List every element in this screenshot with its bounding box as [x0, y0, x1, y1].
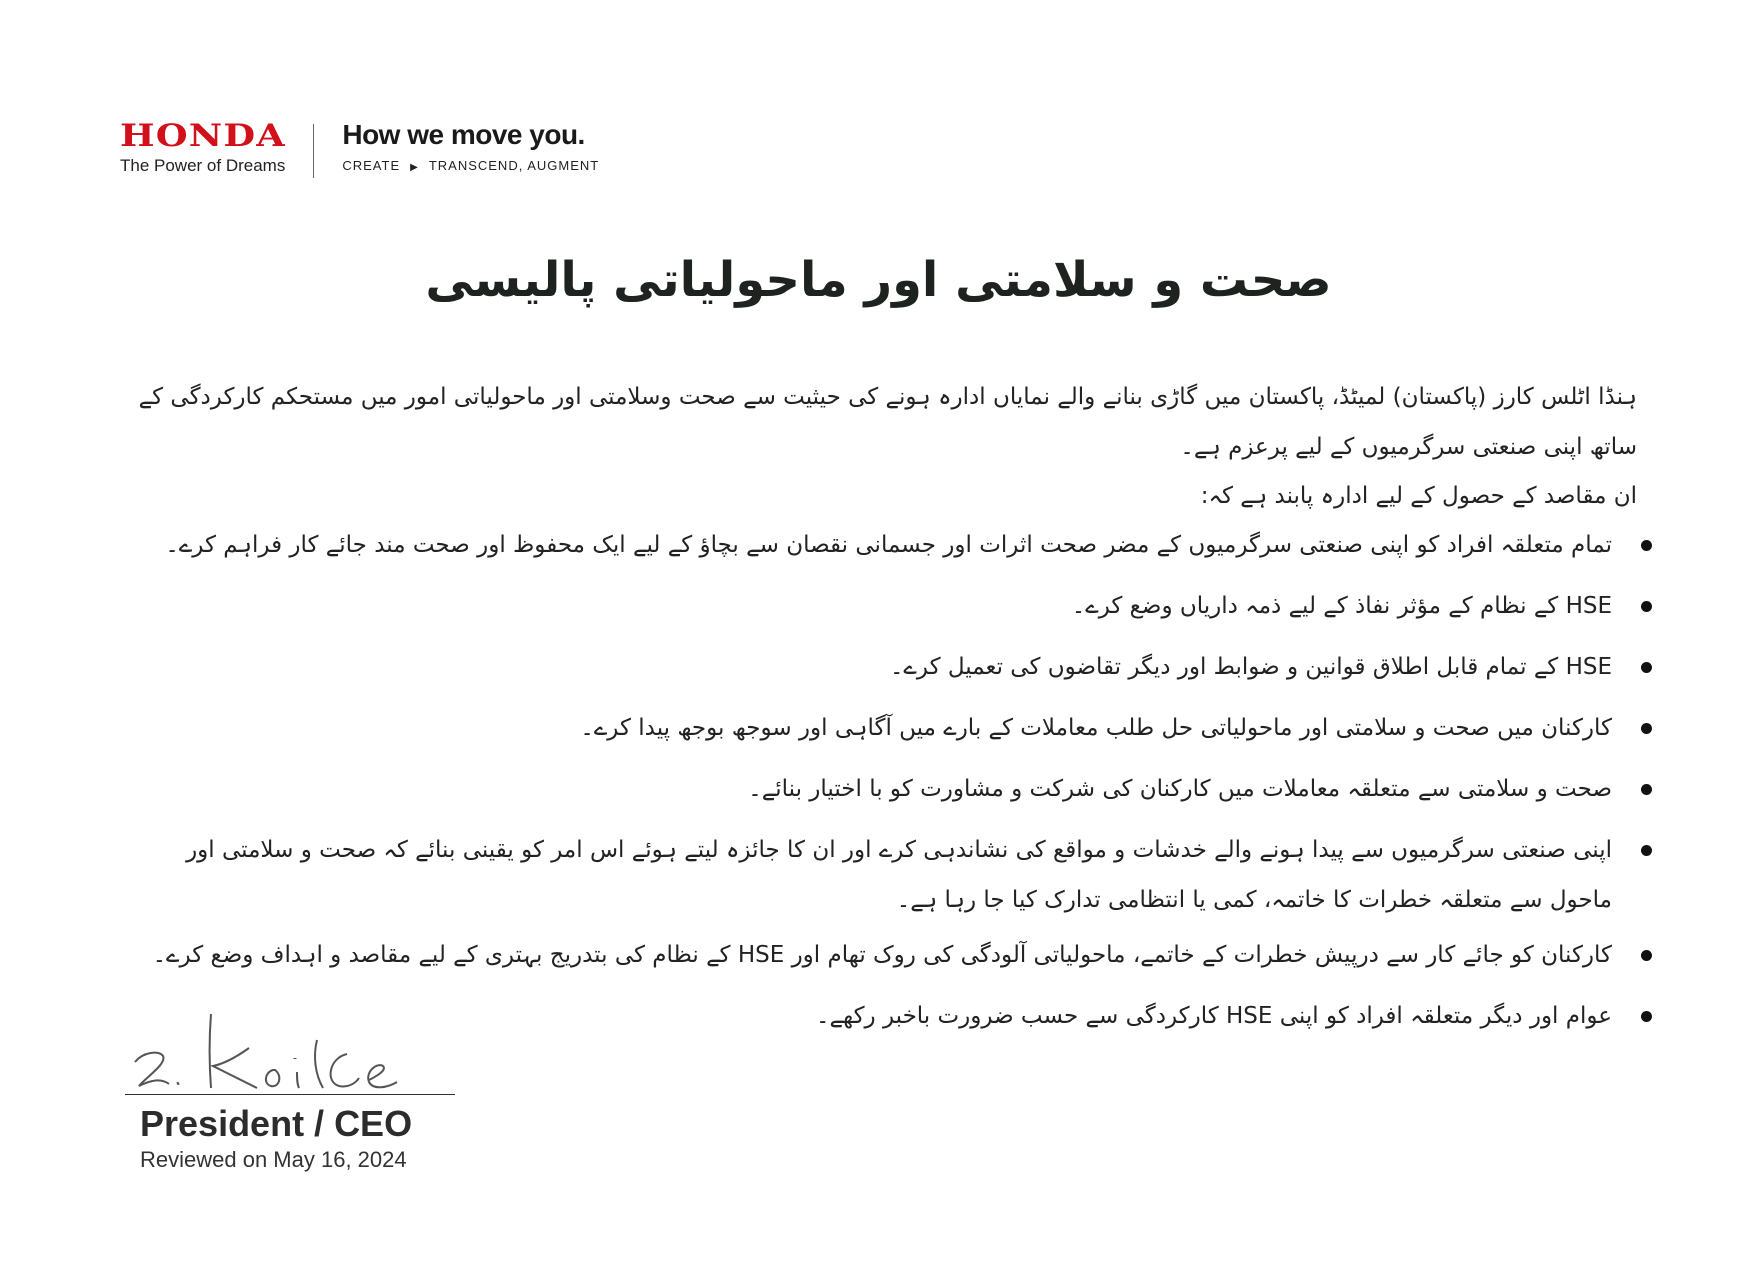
lead-sentence: ان مقاصد کے حصول کے لیے ادارہ پابند ہے کہ: [1200, 483, 1637, 509]
intro-paragraph: ہنڈا اٹلس کارز (پاکستان) لمیٹڈ، پاکستان میں گاڑی بنانے والے نمایاں ادارہ ہونے کی حیثیت سے صحت وسلامتی اور ماحولیاتی امور میں مستحکم کارکردگی کے ساتھ اپنی صنعتی سرگرمیوں کے لیے پرعزم ہے۔ [138, 384, 1637, 460]
signature-line [125, 1094, 455, 1095]
bullet-icon [1641, 723, 1652, 734]
list-item [120, 642, 1662, 692]
list-item-text: HSE کے تمام قابل اطلاق قوانین و ضوابط اور دیگر تقاضوں کی تعمیل کرے۔ [889, 654, 1612, 680]
list-item-text: کارکنان کو جائے کار سے درپیش خطرات کے خاتمے، ماحولیاتی آلودگی کی روک تھام اور HSE کے نظام کی بتدریج بہتری کے لیے مقاصد و اہداف وضع کرے۔ [152, 942, 1612, 968]
list-item-text: کارکنان میں صحت و سلامتی اور ماحولیاتی حل طلب معاملات کے بارے میں آگاہی اور سوجھ بوجھ پیدا کرے۔ [580, 715, 1612, 741]
list-item [120, 581, 1662, 631]
slogan-sub-right: TRANSCEND, AUGMENT [428, 158, 600, 173]
list-item [120, 825, 1662, 925]
list-item [120, 930, 1662, 980]
list-item [120, 764, 1662, 814]
list-item-text: HSE کے نظام کے مؤثر نفاذ کے لیے ذمہ داریاں وضع کرے۔ [1071, 593, 1612, 619]
bullet-icon [1641, 601, 1652, 612]
slogan-title: How we move you. [342, 119, 585, 150]
bullet-icon [1641, 950, 1652, 961]
document-title: صحت و سلامتی اور ماحولیاتی پالیسی [425, 252, 1332, 308]
brand-tagline: The Power of Dreams [120, 156, 286, 175]
slogan-subline [342, 158, 599, 173]
list-item-text: اپنی صنعتی سرگرمیوں سے پیدا ہونے والے خدشات و مواقع کی نشاندہی کرے اور ان کا جائزہ لیتے ہوئے اس امر کو یقینی بنائے کہ صحت و سلامتی اور ماحول سے متعلقہ خطرات کا خاتمہ، کمی یا انتظامی تدارک کیا جا رہا ہے۔ [186, 837, 1612, 913]
list-item-text: تمام متعلقہ افراد کو اپنی صنعتی سرگرمیوں کے مضر صحت اثرات اور جسمانی نقصان سے بچاؤ کے لیے ایک محفوظ اور صحت مند جائے کار فراہم کرے۔ [165, 532, 1612, 558]
list-item-text: عوام اور دیگر متعلقہ افراد کو اپنی HSE کارکردگی سے حسب ضرورت باخبر رکھے۔ [816, 1003, 1612, 1029]
commitments-list [120, 520, 1662, 1052]
bullet-icon [1641, 540, 1652, 551]
signer-title: President / CEO [140, 1103, 413, 1144]
play-arrow-icon: ▶ [410, 162, 419, 173]
bullet-icon [1641, 662, 1652, 673]
signature-block [125, 1000, 455, 1173]
bullet-icon [1641, 1011, 1652, 1022]
bullet-icon [1641, 845, 1652, 856]
list-item [120, 520, 1662, 570]
handwritten-signature [125, 1000, 455, 1094]
letterhead [120, 118, 599, 178]
reviewed-date: Reviewed on May 16, 2024 [140, 1147, 407, 1172]
brand-block [120, 118, 285, 176]
slogan-sub-left: CREATE [342, 158, 401, 173]
slogan-block [342, 118, 599, 173]
list-item-text: صحت و سلامتی سے متعلقہ معاملات میں کارکنان کی شرکت و مشاورت کو با اختیار بنائے۔ [748, 776, 1612, 802]
list-item [120, 703, 1662, 753]
bullet-icon [1641, 784, 1652, 795]
honda-logo: HONDA [120, 118, 286, 154]
